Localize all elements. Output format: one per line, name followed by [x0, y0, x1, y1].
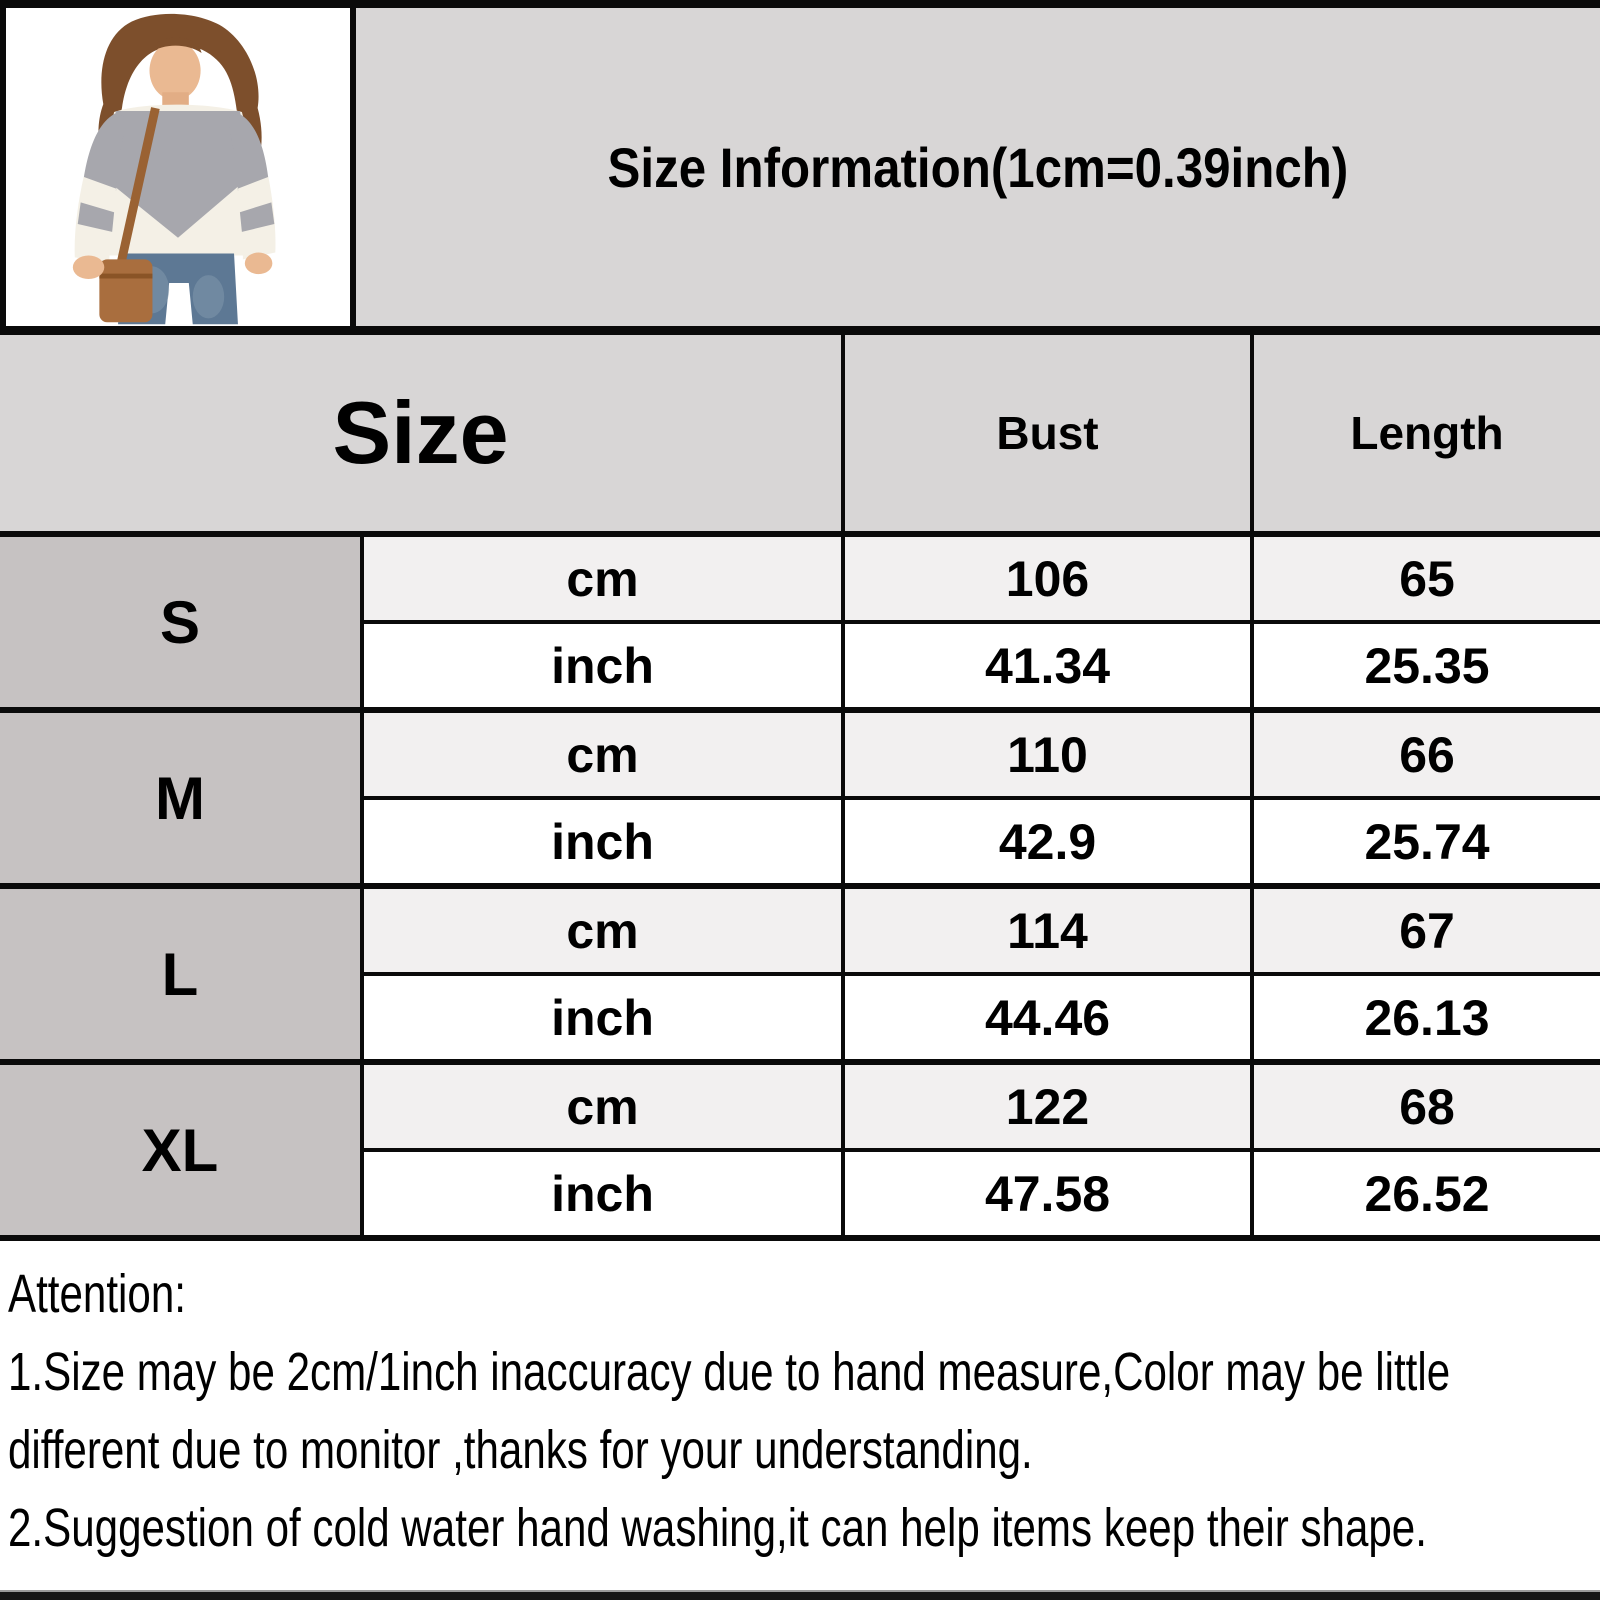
length-value: 26.52 — [1252, 1150, 1600, 1238]
column-header-size: Size — [0, 335, 843, 534]
length-value: 66 — [1252, 710, 1600, 798]
unit-label: inch — [362, 798, 843, 886]
product-photo — [6, 8, 350, 326]
title-band — [356, 8, 1600, 326]
attention-section — [0, 1241, 1600, 1590]
bust-value: 106 — [843, 534, 1252, 622]
top-band — [0, 0, 1600, 335]
attention-note-line: 2.Suggestion of cold water hand washing,it can help items keep their shape. — [8, 1498, 1427, 1558]
unit-label: cm — [362, 1062, 843, 1150]
size-label-l: L — [0, 886, 362, 1062]
table-row — [0, 710, 1600, 798]
length-value: 25.35 — [1252, 622, 1600, 710]
bust-value: 41.34 — [843, 622, 1252, 710]
table-row — [0, 886, 1600, 974]
unit-label: cm — [362, 710, 843, 798]
page-title: Size Information(1cm=0.39inch) — [607, 135, 1349, 199]
table-header-row — [0, 335, 1600, 534]
unit-label: cm — [362, 534, 843, 622]
bust-value: 110 — [843, 710, 1252, 798]
attention-heading: Attention: — [8, 1264, 186, 1324]
bust-value: 47.58 — [843, 1150, 1252, 1238]
bust-value: 44.46 — [843, 974, 1252, 1062]
unit-label: inch — [362, 974, 843, 1062]
length-value: 65 — [1252, 534, 1600, 622]
bust-value: 122 — [843, 1062, 1252, 1150]
bust-value: 114 — [843, 886, 1252, 974]
table-row — [0, 534, 1600, 622]
unit-label: inch — [362, 622, 843, 710]
attention-note-line: 1.Size may be 2cm/1inch inaccuracy due to hand measure,Color may be little — [8, 1342, 1451, 1402]
column-header-bust: Bust — [843, 335, 1252, 534]
bottom-divider-bar — [0, 1590, 1600, 1600]
unit-label: inch — [362, 1150, 843, 1238]
length-value: 68 — [1252, 1062, 1600, 1150]
length-value: 26.13 — [1252, 974, 1600, 1062]
bust-value: 42.9 — [843, 798, 1252, 886]
column-header-length: Length — [1252, 335, 1600, 534]
length-value: 67 — [1252, 886, 1600, 974]
product-photo-cell — [0, 8, 356, 326]
attention-note-line: different due to monitor ,thanks for your understanding. — [8, 1420, 1033, 1480]
size-label-s: S — [0, 534, 362, 710]
size-table — [0, 335, 1600, 1241]
length-value: 25.74 — [1252, 798, 1600, 886]
table-row — [0, 1062, 1600, 1150]
unit-label: cm — [362, 886, 843, 974]
size-label-xl: XL — [0, 1062, 362, 1238]
size-label-m: M — [0, 710, 362, 886]
